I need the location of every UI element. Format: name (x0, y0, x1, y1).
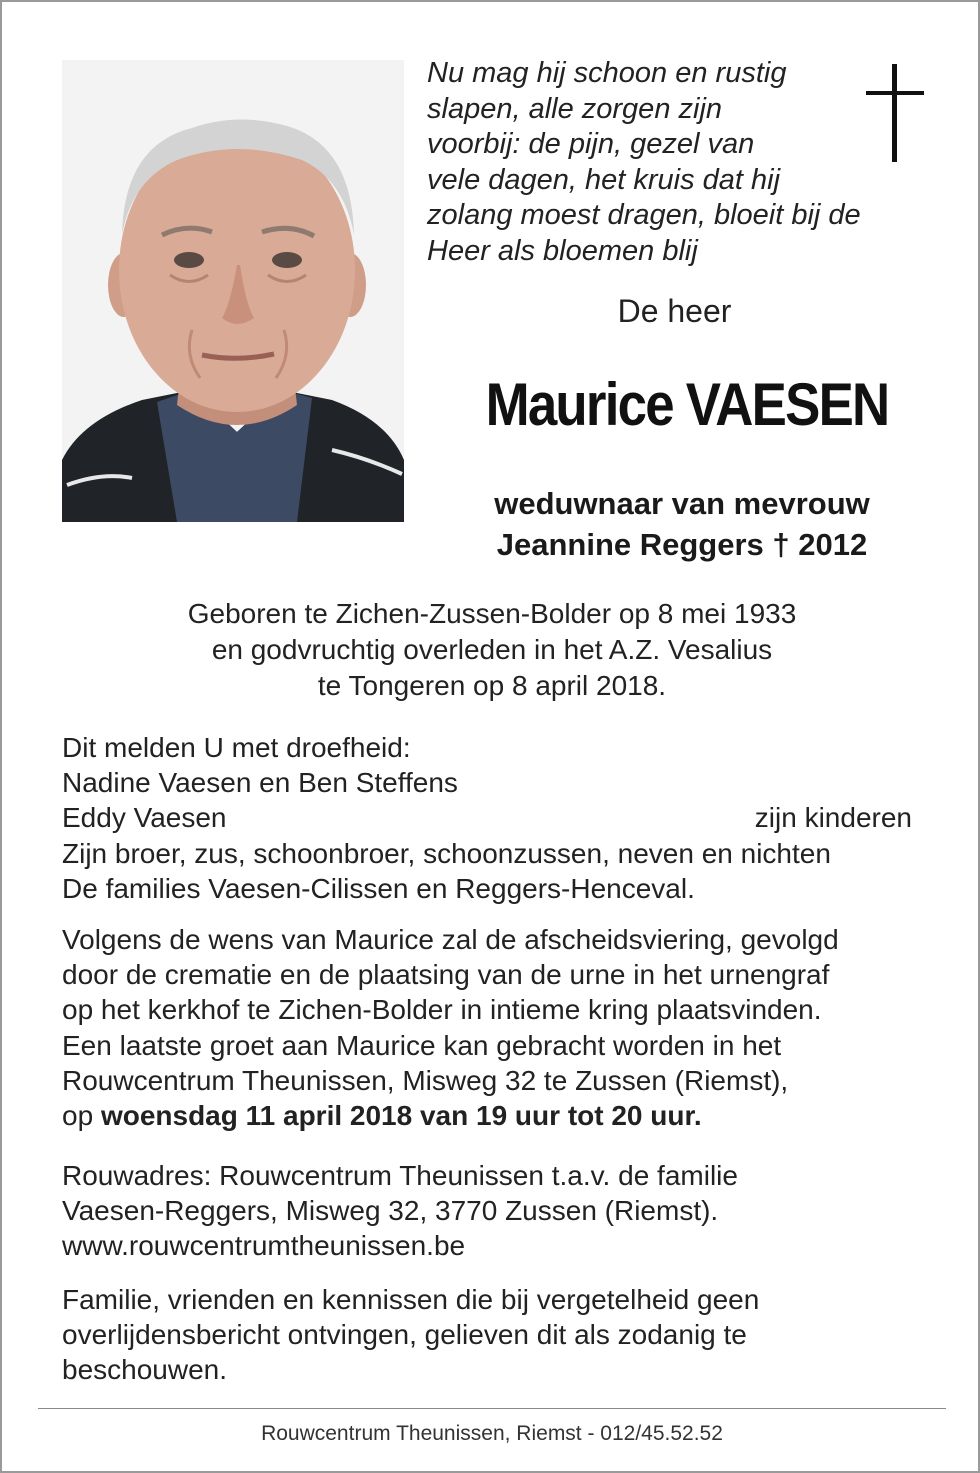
mourner-child: Nadine Vaesen en Ben Steffens (62, 767, 458, 799)
death-line: en godvruchtig overleden in het A.Z. Vesalius (211, 634, 773, 665)
address-line: Vaesen-Reggers, Misweg 32, 3770 Zussen (Riemst). (62, 1195, 719, 1227)
poem (427, 56, 867, 269)
mourners-intro: Dit melden U met droefheid: (62, 732, 411, 763)
spouse-line: Jeannine Reggers † 2012 (496, 527, 868, 562)
death-place-line: te Tongeren op 8 april 2018. (317, 670, 667, 701)
poem-line: Nu mag hij schoon en rustig (427, 57, 787, 89)
address-line: Rouwadres: Rouwcentrum Theunissen t.a.v. de familie (62, 1160, 738, 1191)
mourner-child: Eddy Vaesen (62, 802, 227, 834)
birth-line: Geboren te Zichen-Zussen-Bolder op 8 mei 1933 (187, 598, 797, 629)
children-label: zijn kinderen (754, 802, 912, 834)
mourners-list (62, 730, 922, 906)
mourner-child-row (62, 800, 922, 835)
funeral-details (62, 922, 922, 1133)
notice-text (62, 1282, 922, 1388)
poem-line: zolang moest dragen, bloeit bij de (427, 199, 861, 231)
funeral-line: Rouwcentrum Theunissen, Misweg 32 te Zussen (Riemst), (62, 1064, 789, 1096)
birth-death-details (42, 596, 942, 704)
widow-statement (442, 483, 922, 565)
funeral-line: op het kerkhof te Zichen-Bolder in intieme kring plaatsvinden. (62, 994, 822, 1026)
notice-line: Familie, vrienden en kennissen die bij vergetelheid geen (62, 1284, 760, 1315)
mourning-address (62, 1158, 922, 1264)
website-link[interactable]: www.rouwcentrumtheunissen.be (62, 1230, 466, 1262)
cross-icon (866, 64, 924, 164)
mourner-relatives: Zijn broer, zus, schoonbroer, schoonzussen, neven en nichten (62, 837, 831, 869)
notice-line: overlijdensbericht ontvingen, gelieven dit als zodanig te (62, 1319, 747, 1351)
honorific-title: De heer (617, 293, 732, 329)
visitation-prefix: op (62, 1100, 101, 1132)
notice-line: beschouwen. (62, 1354, 228, 1386)
poem-line: Heer als bloemen blij (427, 234, 698, 267)
visitation-time (62, 1098, 922, 1133)
mourner-families: De families Vaesen-Cilissen en Reggers-Henceval. (62, 872, 695, 904)
deceased-name: Maurice VAESEN (485, 371, 889, 438)
portrait-photo (62, 60, 404, 522)
funeral-line: door de crematie en de plaatsing van de urne in het urnengraf (62, 959, 830, 991)
funeral-line: Volgens de wens van Maurice zal de afscheidsviering, gevolgd (62, 924, 839, 955)
footer-contact: Rouwcentrum Theunissen, Riemst - 012/45.52.52 (261, 1422, 723, 1445)
poem-line: slapen, alle zorgen zijn (427, 92, 723, 125)
poem-line: vele dagen, het kruis dat hij (427, 163, 781, 196)
footer-divider (38, 1408, 946, 1409)
funeral-line: Een laatste groet aan Maurice kan gebracht worden in het (62, 1029, 782, 1061)
widow-line: weduwnaar van mevrouw (494, 486, 870, 521)
poem-line: voorbij: de pijn, gezel van (427, 128, 755, 160)
visitation-datetime: woensdag 11 april 2018 van 19 uur tot 20 uur. (100, 1100, 702, 1132)
